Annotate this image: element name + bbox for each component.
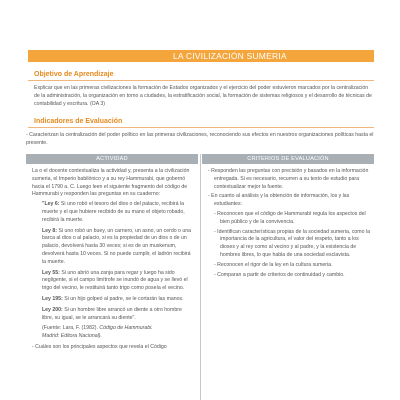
law-number: Ley 55: bbox=[42, 269, 60, 276]
law-text: Si uno robó un buey, un carnero, un asno, un cerdo o una barca al dios o al palacio, si es la propiedad de un dios o de un palacio, devolverá hasta 30 veces; si es de un muskenum, devolverá hasta 10 veces. Si no puede cumplir, el ladrón recibirá la muerte. bbox=[42, 227, 192, 265]
activity-column-header: ACTIVIDAD bbox=[26, 154, 198, 164]
law-ley-8 bbox=[42, 228, 194, 267]
source-citation bbox=[42, 325, 194, 341]
law-text: Si uno abrió una zanja para regar y luego ha sido negligente, si el campo limítrofe se inundó de agua y se llevó el trigo del vecino, le restituirá tanto trigo como poseía el vecino. bbox=[42, 269, 188, 292]
law-ley-55 bbox=[42, 270, 194, 293]
criteria-column bbox=[206, 168, 372, 281]
indicator-item: - Caracterizan la centralización del poder político en las primeras civilizaciones, reconociendo sus efectos en nuestros organizaciones políticas hasta el presente. bbox=[26, 132, 374, 146]
law-text: Si un hombre libre arrancó un diente a otro hombre libre, su igual, se le arrancará su diente". bbox=[42, 306, 182, 321]
criteria-sub-item: - Identifican características propias de la sociedad sumeria, como la importancia de la agricultura, el valor del respeto, tanto a los dioses y al rey como al vecino y al padre, y la existencia de hombres libres, lo que habla de una sociedad esclavista. bbox=[214, 228, 370, 258]
criteria-intro-item: - Responden las preguntas con precisión y basados en la información entregada. Si es necesario, recurren a su texto de estudio para contextualizar mejor la fuente. bbox=[208, 168, 369, 190]
criteria-column-header: CRITERIOS DE EVALUACIÓN bbox=[202, 154, 374, 164]
law-number: "Ley 6: bbox=[42, 201, 60, 208]
indicators-heading: Indicadores de Evaluación bbox=[34, 118, 123, 125]
objective-divider bbox=[28, 80, 374, 81]
activity-question: - Cuáles son los principales aspectos que revela el Código bbox=[32, 343, 167, 350]
criteria-sub-item: - Reconocen el rigor de la ley en la cultura sumeria. bbox=[214, 261, 333, 268]
law-ley-6 bbox=[42, 201, 194, 224]
law-ley-195 bbox=[42, 296, 194, 304]
source-prefix: (Fuente: Lara, F. (1982). bbox=[42, 325, 98, 332]
objective-heading: Objetivo de Aprendizaje bbox=[34, 71, 114, 78]
indicators-divider bbox=[28, 127, 374, 128]
activity-intro: La o el docente contextualiza la actividad y, presenta a la civilización sumeria, el Imperio babilónico y a su rey Hammurabi, que gobernó hacia el 1790 a. C. Luego leen el siguiente fragmento del código de Hammurabi y responden las preguntas en su cuaderno: bbox=[32, 168, 190, 198]
objective-text: Explicar que en las primeras civilizaciones la formación de Estados organizados y el ejercicio del poder estuvieron marcados por la centralización de la administración, la organización en torno a ciudades, la estratificación social, la formación de sistemas religiosos y el desarrollo de técnicas de contabilidad y escritura. (OA 3) bbox=[34, 85, 372, 107]
law-text: Si un hijo golpeó al padre, se le cortarán las manos. bbox=[62, 295, 184, 302]
criteria-sub-item: - Reconocen que el código de Hammurabi regula los aspectos del bien público y de la convivencia. bbox=[214, 210, 366, 225]
law-number: Ley 200: bbox=[42, 306, 63, 313]
activity-column bbox=[32, 168, 194, 354]
law-ley-200 bbox=[42, 307, 194, 323]
source-title: Código de Hammurabi. bbox=[99, 325, 153, 332]
criteria-sub-item: - Comparan a partir de criterios de continuidad y cambio. bbox=[214, 271, 345, 278]
law-number: Ley 8: bbox=[42, 227, 57, 234]
page-title: LA CIVILIZACIÓN SUMERIA bbox=[28, 50, 374, 62]
column-divider bbox=[200, 154, 201, 400]
law-number: Ley 195: bbox=[42, 295, 63, 302]
criteria-intro-item: - En cuanto al análisis y la obtención de información, los y las estudiantes: bbox=[208, 193, 350, 208]
law-text: Si uno robó el tesoro del dios o del palacio, recibirá la muerte y el que hubiere recibido de su mano el objeto robado, recibirá la muerte. bbox=[42, 201, 185, 223]
source-publisher: Madrid: Editora Nacional). bbox=[42, 333, 102, 340]
